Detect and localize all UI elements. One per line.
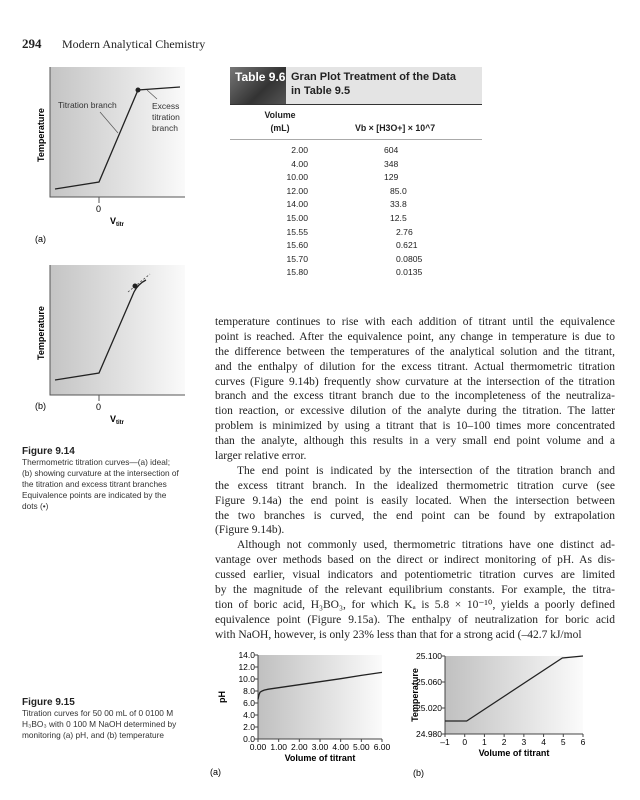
caption-line: dots (•) <box>22 501 49 511</box>
x-tick-label: –1 <box>440 737 450 747</box>
equivalence-dot <box>133 284 138 289</box>
caption-line: Titration curves for 50 00 mL of 0 0100 M <box>22 708 174 718</box>
x-tick-label: 5.00 <box>353 742 370 752</box>
y-axis-label: Temperature <box>36 108 46 162</box>
cell-gran-value: 0.0135 <box>396 267 423 278</box>
cell-gran-value: 0.0805 <box>396 253 423 264</box>
cell-volume: 12.00 <box>286 185 308 196</box>
equivalence-dot <box>136 88 141 93</box>
body-text-line: and the enthalpy of dilution for the excess titrant. Actual thermometric titration <box>215 360 615 373</box>
body-text-line: tion reaction, or excessive dilution of the analyte during the titration. The latter <box>215 405 615 418</box>
body-text-line: equivalence point (Figure 9.15a). The enthalpy of neutralization for boric acid <box>215 613 615 626</box>
x-tick-label: 6.00 <box>373 742 391 752</box>
body-text-line: problem is minimized by using a titrant that is 10–100 times more concentrated <box>215 420 615 433</box>
caption-line: monitoring (a) pH, and (b) temperature <box>22 730 165 740</box>
panel-label: (b) <box>413 768 424 778</box>
cell-volume: 15.80 <box>286 267 308 278</box>
x-tick-label: 0.00 <box>249 742 267 752</box>
cell-volume: 15.70 <box>286 253 308 264</box>
caption-text <box>22 457 197 512</box>
table-row <box>230 158 482 172</box>
x-tick-label: 2 <box>501 737 507 747</box>
y-tick-label: 25.060 <box>416 677 442 687</box>
table-row <box>230 171 482 185</box>
table-title-line: Gran Plot Treatment of the Data <box>291 71 457 83</box>
x-tick-label: 5 <box>560 737 566 747</box>
x-tick-label: 4.00 <box>332 742 349 752</box>
body-text-line: the excess titrant branch. In the idealized thermometric titration curve (see <box>215 479 615 492</box>
caption-line: (b) showing curvature at the intersection of <box>22 468 179 478</box>
y-tick-label: 14.0 <box>238 650 255 660</box>
cell-volume: 15.00 <box>286 212 308 223</box>
cell-gran-value: 2.76 <box>396 226 413 237</box>
cell-gran-value: 348 <box>384 158 399 169</box>
plot-area <box>258 655 382 739</box>
x-axis-label: Volume of titrant <box>284 753 356 763</box>
cell-gran-value: 85.0 <box>390 185 407 196</box>
cell-volume: 15.55 <box>286 226 308 237</box>
caption-line: Thermometric titration curves—(a) ideal; <box>22 457 171 467</box>
body-text-line: the difference between the temperatures of the analytical solution and the titrant, <box>215 345 615 358</box>
x-tick-label: 6 <box>580 737 586 747</box>
y-tick-label: 2.0 <box>243 722 255 732</box>
table-9-6 <box>230 67 482 280</box>
page-number: 294 <box>22 36 42 51</box>
x-tick-label: 4 <box>541 737 546 747</box>
table-row <box>230 253 482 267</box>
y-tick-label: 10.0 <box>238 674 255 684</box>
body-text-line: cussed earlier, visual indicators and potentiometric titration curves are limited <box>215 569 615 582</box>
figure-9-15-caption <box>22 697 207 741</box>
annotation-excess: branch <box>152 123 178 133</box>
annotation-titration-branch: Titration branch <box>58 100 117 110</box>
y-tick-label: 12.0 <box>238 662 255 672</box>
annotation-excess: Excess <box>152 101 180 111</box>
figure-9-14a <box>30 62 200 247</box>
table-row <box>230 239 482 253</box>
body-text-line: Figure 9.14a) the end point is easily located. When the intersection between <box>215 494 615 507</box>
table-row <box>230 198 482 212</box>
cell-gran-value: 0.621 <box>396 240 418 251</box>
table-row <box>230 185 482 199</box>
panel-label: (a) <box>35 234 46 244</box>
caption-text <box>22 708 207 741</box>
body-text-line: by the magnitude of the relevant equilibrium constants. For example, the titra- <box>215 584 615 597</box>
body-text <box>215 315 615 643</box>
x-tick-label: 3.00 <box>311 742 329 752</box>
panel-label: (a) <box>210 767 221 777</box>
caption-line: H₃BO₃ with 0 100 M NaOH determined by <box>22 719 177 729</box>
table-header-row <box>230 105 482 140</box>
table-number: Table 9.6 <box>230 67 286 104</box>
body-text-line: curves (Figure 9.14b) frequently show curvature at the intersection of the titration <box>215 375 615 388</box>
y-tick-label: 25.020 <box>416 703 442 713</box>
x-tick-label: 0 <box>96 204 102 214</box>
body-text-line: tion of boric acid, H₃BO₃, for which Kₐ is 5.8 × 10⁻¹⁰, yields a poorly defined <box>215 598 615 611</box>
column-header-line: Volume <box>264 110 296 120</box>
y-tick-label: 24.980 <box>416 729 442 739</box>
x-tick-label: 2.00 <box>291 742 308 752</box>
cell-gran-value: 129 <box>384 172 399 183</box>
column-header-line: (mL) <box>270 123 290 133</box>
caption-title: Figure 9.15 <box>22 697 75 708</box>
running-header: Modern Analytical Chemistry <box>62 37 206 51</box>
column-header-gran: Vb × [H3O+] × 10^7 <box>355 123 436 133</box>
body-text-line: point is reached. After the equivalence point, any change in temperature is due to <box>215 330 615 343</box>
x-tick-label: 3 <box>521 737 527 747</box>
table-row <box>230 226 482 240</box>
caption-line: the titration and excess titrant branches <box>22 479 167 489</box>
figure-9-15a-ph-chart <box>210 644 410 784</box>
body-text-line: vantage over methods based on the direct or indirect monitoring of pH. As dis- <box>215 554 615 567</box>
y-axis-label: pH <box>217 691 227 703</box>
body-text-line: Although not commonly used, thermometric titrations have one distinct ad- <box>237 539 615 552</box>
cell-volume: 4.00 <box>291 158 308 169</box>
caption-line: Equivalence points are indicated by the <box>22 490 167 500</box>
body-text-line: larger relative error. <box>215 450 307 463</box>
table-row <box>230 144 482 158</box>
cell-volume: 15.60 <box>286 240 308 251</box>
body-text-line: temperature continues to rise with each addition of titrant until the equivalence <box>215 316 615 328</box>
figure-9-14-caption <box>22 446 197 512</box>
column-header-volume <box>250 109 310 135</box>
cell-gran-value: 12.5 <box>390 212 407 223</box>
table-title <box>286 67 482 104</box>
table-title-line: in Table 9.5 <box>291 85 351 97</box>
cell-volume: 14.00 <box>286 199 308 210</box>
annotation-excess: titration <box>152 112 180 122</box>
body-text-line: with NaOH, however, is only 23% less than that for a strong acid (–42.7 kJ/mol <box>215 628 582 641</box>
x-tick-label: 1 <box>482 737 487 747</box>
y-tick-label: 0.0 <box>243 734 255 744</box>
x-tick-label: 0 <box>96 402 102 412</box>
table-row <box>230 266 482 280</box>
x-tick-label: 1.00 <box>270 742 287 752</box>
body-text-line: the two branches is curved, the end point can be found by extrapolation <box>215 509 615 522</box>
y-axis-label: Temperature <box>410 668 420 722</box>
body-text-line: The end point is indicated by the intersection of the titration branch and <box>237 464 615 477</box>
figure-9-14b <box>30 262 200 426</box>
body-text-line: (Figure 9.14b). <box>215 524 285 537</box>
y-tick-label: 25.100 <box>416 651 442 661</box>
table-row <box>230 212 482 226</box>
caption-title: Figure 9.14 <box>22 446 75 457</box>
body-text-line: than the analyte, although this results in a very small end point volume and a <box>215 435 615 448</box>
y-tick-label: 8.0 <box>243 686 255 696</box>
body-text-line: branch and the excess titrant branch due to the incompleteness of the neutraliza- <box>215 390 615 403</box>
cell-volume: 2.00 <box>291 145 308 155</box>
cell-gran-value: 604 <box>384 145 399 155</box>
x-axis-label: $V_{titr}$ <box>110 414 125 426</box>
figure-9-15b-temperature-chart <box>405 644 605 784</box>
y-tick-label: 6.0 <box>243 698 255 708</box>
x-axis-label: $V_{titr}$ <box>110 216 125 228</box>
plot-area <box>445 656 583 734</box>
x-axis-label: Volume of titrant <box>478 748 550 758</box>
y-axis-label: Temperature <box>36 306 46 360</box>
table-body <box>230 140 482 280</box>
panel-label: (b) <box>35 401 46 411</box>
y-tick-label: 4.0 <box>243 710 255 720</box>
cell-volume: 10.00 <box>286 172 308 183</box>
cell-gran-value: 33.8 <box>390 199 407 210</box>
x-tick-label: 0 <box>462 737 468 747</box>
